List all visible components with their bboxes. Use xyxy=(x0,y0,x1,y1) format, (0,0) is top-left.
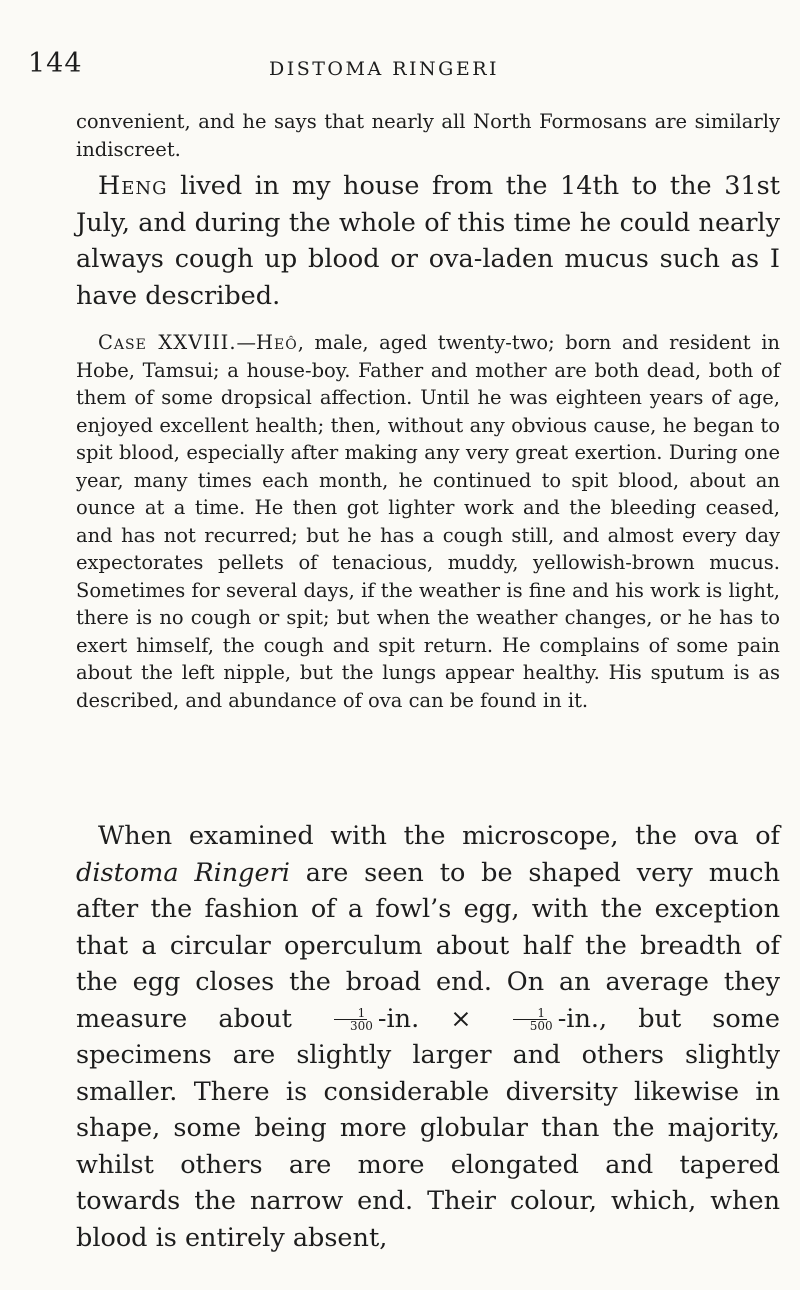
paragraph-microscope: When examined with the microscope, the ova of distoma Ringeri are seen to be shaped very much after the fashion of a fowl’s egg, with the exception that a circular operculum about half the breadth of the egg closes the broad end. On an average they measure about $\frac{1}{300}$ -in. × $\frac{1}{500}$ -in., but some specimens are slightly larger and others slightly smaller. There is considerable diversity likewise in shape, some being more globular than the majority, whilst others are more elongated and tapered towards the narrow end. Their colour, which, when blood is entirely absent, xyxy=(76,821,780,1253)
page-number: 144 xyxy=(28,48,83,79)
patient-name: Heô xyxy=(256,331,298,354)
paragraph-case-28: Case XXVIII.—Heô, male, aged twenty-two; born and resident in Hobe, Tamsui; a house-boy. Father and mother are both dead, both of them of some dropsical affection. Until he was eighteen years of age, enjoyed excellent health; then, without any obvious cause, he began to spit blood, especially after making any very great exertion. During one year, many times each month, he continued to spit blood, about an ounce at a time. He then got lighter work and the bleeding ceased, and has not recurred; but he has a cough still, and almost every day expectorates pellets of tenacious, muddy, yellowish-brown mucus. Sometimes for several days, if the weather is fine and his work is light, there is no cough or spit; but when the weather changes, or he has to exert himself, the cough and spit return. He complains of some pain about the left nipple, but the lungs appear healthy. His sputum is as described, and abundance of ova can be found in it. xyxy=(76,331,780,712)
page-header xyxy=(28,48,740,96)
paragraph-text: lived in my house from the 14th to the 31st July, and during the whole of this time he could nearly always cough up blood or ova-laden mucus such as I have described. xyxy=(76,171,780,311)
case-heading: Case XXVIII. xyxy=(98,331,237,354)
paragraph-text: convenient, and he says that nearly all North Formosans are similarly indiscreet. xyxy=(76,110,780,161)
paragraph-lead: Heng xyxy=(98,171,168,201)
paragraph-heng xyxy=(76,168,780,314)
species-name: distoma Ringeri xyxy=(76,857,290,888)
fraction-breadth: $\frac{1}{500}$ xyxy=(506,1007,555,1032)
running-head: DISTOMA RINGERI xyxy=(268,58,499,80)
paragraph-text: , male, aged twenty-two; born and resident in Hobe, Tamsui; a house-boy. Father and mother are both dead, both of them of some dropsical affection. Until he was eighteen years of age, enjoyed excellent health; then, without any obvious cause, he began to spit blood, especially after making any very great exertion. During one year, many times each month, he continued to spit blood, about an ounce at a time. He then got lighter work and the bleeding ceased, and has not recurred; but he has a cough still, and almost every day expectorates pellets of tenacious, muddy, yellowish-brown mucus. Sometimes for several days, if the weather is fine and his work is light, there is no cough or spit; but when the weather changes, or he has to exert himself, the cough and spit return. He complains of some pain about the left nipple, but the lungs appear healthy. His sputum is as described, and abundance of ova can be found in it. xyxy=(76,331,780,712)
paragraph-continuation xyxy=(76,108,780,163)
fraction-length: $\frac{1}{300}$ xyxy=(326,1007,375,1032)
